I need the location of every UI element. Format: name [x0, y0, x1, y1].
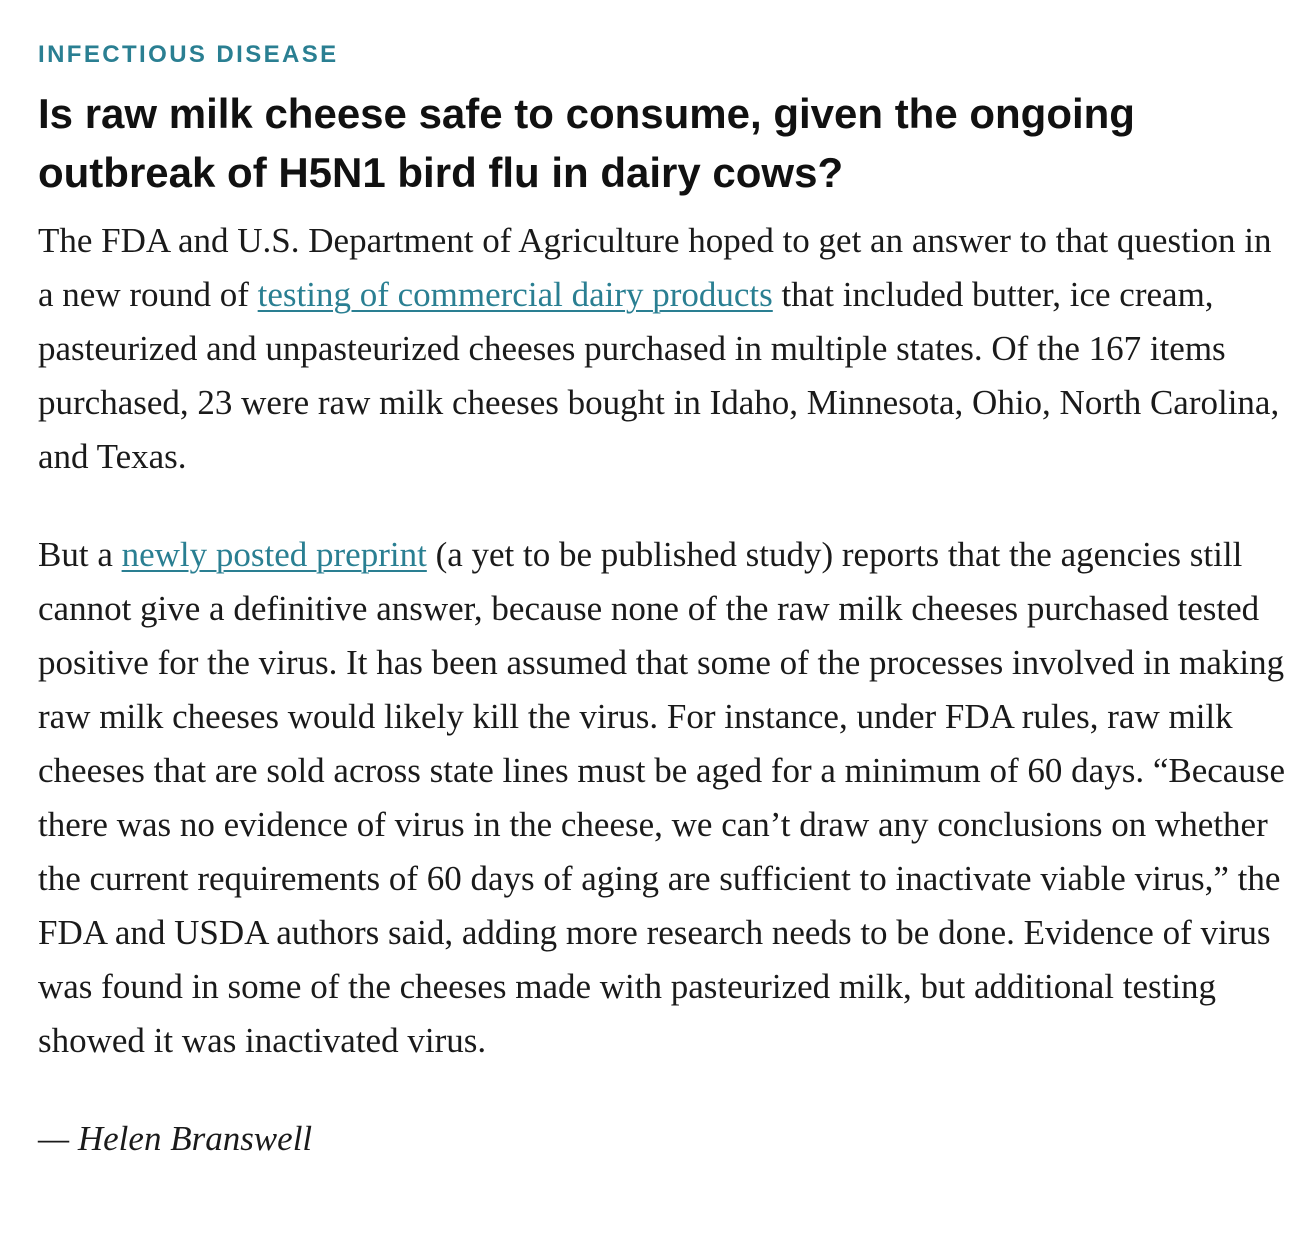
- preprint-link[interactable]: newly posted preprint: [121, 535, 427, 574]
- author-byline: — Helen Branswell: [38, 1119, 313, 1158]
- dairy-testing-link[interactable]: testing of commercial dairy products: [257, 275, 773, 314]
- article-headline: Is raw milk cheese safe to consume, given the ongoing outbreak of H5N1 bird flu in dairy cows?: [38, 90, 1135, 196]
- article-paragraph-1: [38, 214, 1288, 484]
- paragraph-1-text-end: that included butter, ice cream, pasteurized and unpasteurized cheeses purchased in multiple states. Of the 167 items purchased, 23 were raw milk cheeses bought in Idaho, Minnesota, Ohio, North Carolina, and Texas.: [38, 275, 1280, 476]
- paragraph-2-text-start: But a: [38, 535, 122, 574]
- article-paragraph-2: [38, 528, 1288, 1068]
- paragraph-2-text-end: (a yet to be published study) reports that the agencies still cannot give a definitive answer, because none of the raw milk cheeses purchased tested positive for the virus. It has been assumed that some of the processes involved in making raw milk cheeses would likely kill the virus. For instance, under FDA rules, raw milk cheeses that are sold across state lines must be aged for a minimum of 60 days. “Because there was no evidence of virus in the cheese, we can’t draw any conclusions on whether the current requirements of 60 days of aging are sufficient to inactivate viable virus,” the FDA and USDA authors said, adding more research needs to be done. Evidence of virus was found in some of the cheeses made with pasteurized milk, but additional testing showed it was inactivated virus.: [38, 535, 1285, 1060]
- article: [38, 38, 1288, 1166]
- paragraph-1-text-start: The FDA and U.S. Department of Agriculture hoped to get an answer to that question in a new round of: [38, 221, 1272, 314]
- section-label[interactable]: INFECTIOUS DISEASE: [38, 41, 339, 68]
